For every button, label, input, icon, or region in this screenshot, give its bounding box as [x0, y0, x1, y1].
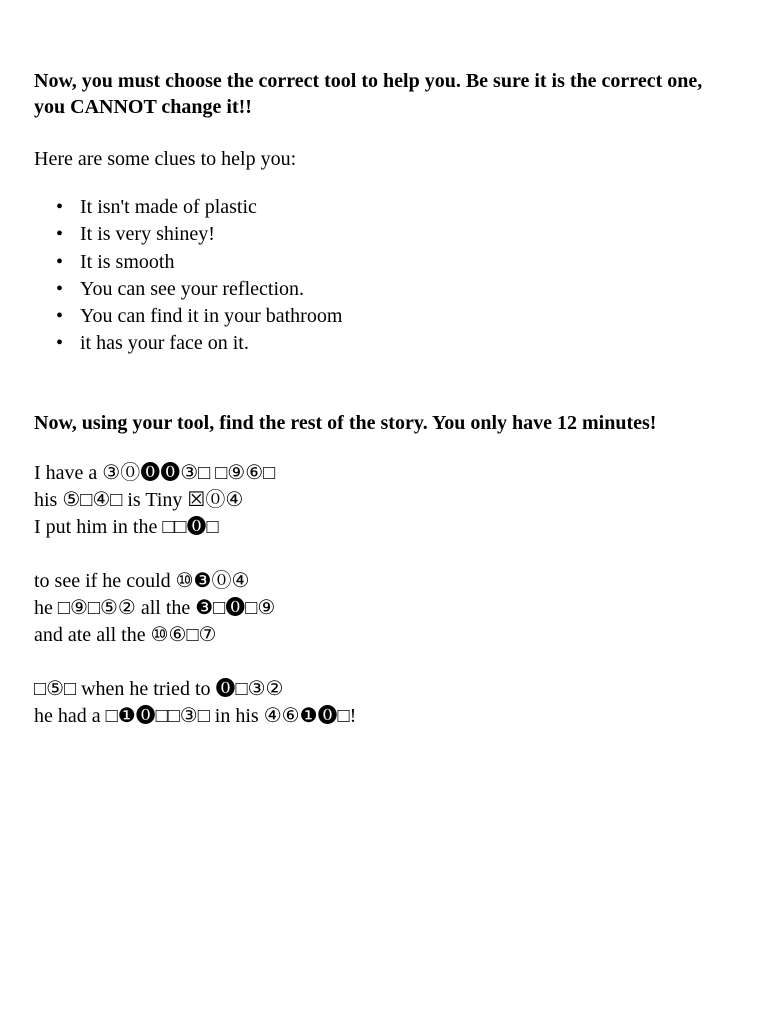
list-item: • it has your face on it. — [56, 330, 734, 357]
document-page — [34, 68, 734, 730]
clues-list — [34, 194, 734, 358]
clues-intro: Here are some clues to help you: — [34, 148, 297, 170]
list-item: • You can see your reflection. — [56, 276, 734, 303]
instruction-paragraph: Now, you must choose the correct tool to help you. Be sure it is the correct one, you CANNOT change it!! — [34, 70, 703, 118]
story-stanza — [34, 568, 734, 650]
story-line: he had a □❶⓿□□③□ in his ④⑥❶⓿□! — [34, 704, 357, 727]
story-stanza — [34, 460, 734, 542]
coded-story — [34, 460, 734, 730]
list-item: • It isn't made of plastic — [56, 194, 734, 221]
list-item: • It is smooth — [56, 249, 734, 276]
story-line: his ⑤□④□ is Tiny ☒⓪④ — [34, 489, 244, 512]
story-instruction-paragraph: Now, using your tool, find the rest of the story. You only have 12 minutes! — [34, 411, 657, 434]
story-line: I have a ③⓪⓿⓿③□ □⑨⑥□ — [34, 461, 276, 484]
list-item: • It is very shiney! — [56, 221, 734, 248]
story-line: he □⑨□⑤② all the ❸□⓿□⑨ — [34, 596, 276, 619]
story-line: □⑤□ when he tried to ⓿□③② — [34, 677, 284, 700]
story-line: I put him in the □□⓿□ — [34, 516, 219, 539]
story-line: to see if he could ⑩❸⓪④ — [34, 569, 250, 592]
list-item: • You can find it in your bathroom — [56, 303, 734, 330]
story-line: and ate all the ⑩⑥□⑦ — [34, 624, 217, 647]
story-stanza — [34, 676, 734, 731]
